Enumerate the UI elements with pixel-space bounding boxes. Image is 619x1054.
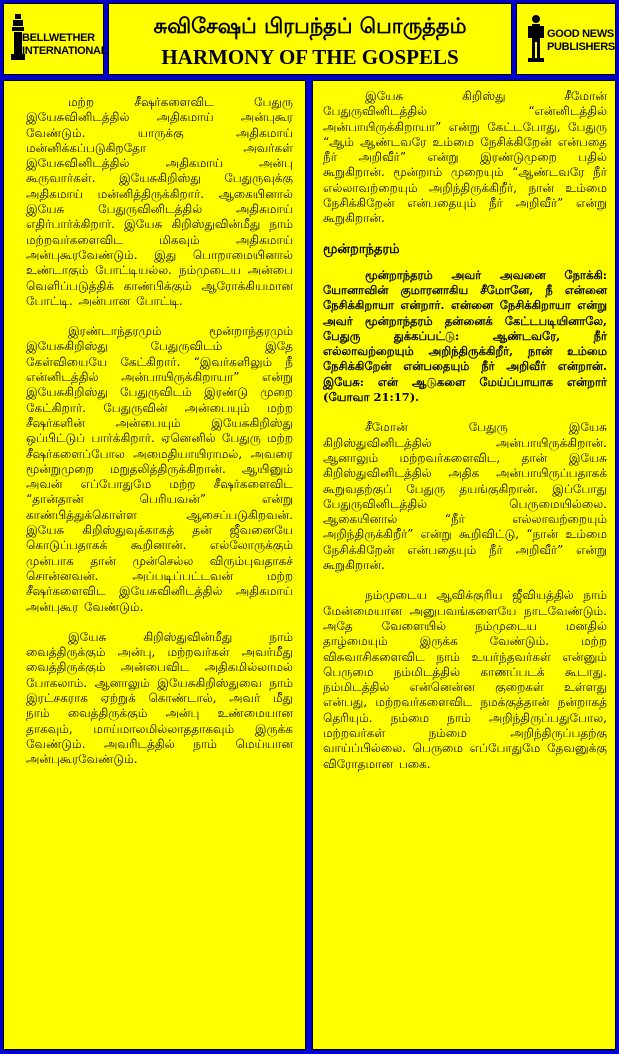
left-column	[3, 80, 306, 1050]
left-paragraph-3: இயேசு கிறிஸ்துவின்மீது நாம் வைத்திருக்கும் அன்பு, மற்றவர்கள் அவர்மீது வைத்திருக்கும் அன்பைவிட அதிகமில்லாமல் போகலாம். ஆனாலும் இயேசுகிறிஸ்துவை நாம் இரட்சகராக ஏற்றுக் கொண்டால், அவர் மீது நாம் வைத்திருக்கும் அன்பு உண்மையான தாகவும், மாய்மாலமில்லாததாகவும் இருக்க வேண்டும். அவரிடத்தில் நாம் மெய்யான அன்புகூரவேண்டும்.	[26, 629, 293, 767]
bellwether-line2: INTERNATIONAL	[22, 45, 108, 57]
good-news-logo-text	[547, 28, 615, 54]
right-paragraph-2: நம்முடைய ஆவிக்குரிய ஜீவியத்தில் நாம் மேன்மையான அனுபவங்களையே நாடவேண்டும். அதே வேளையில் நம்முடைய மனதில் தாழ்மையும் இருக்க வேண்டும். மற்ற விசுவாசிகளைவிட நாம் உயர்ந்தவர்கள் என்னும் பெருமை நம்மிடத்தில் காணப்படக் கூடாது. நம்மிடத்தில் என்னென்ன குறைகள் உள்ளது என்பது, மற்றவர்களைவிட நமக்குத்தான் நன்றாகத் தெரியும். நம்மை நாம் அறிந்திருப்பதுபோல, மற்றவர்கள் நம்மை அறிந்திருப்பதற்கு வாய்ப்பில்லை. பெருமை எப்போதுமே தேவனுக்கு விரோதமான பகை.	[323, 588, 607, 771]
section-heading: மூன்றாந்தரம்	[323, 241, 400, 257]
good-news-line2: PUBLISHERS	[547, 41, 615, 53]
right-intro-paragraph: இயேசு கிறிஸ்து சீமோன் பேதுருவினிடத்தில் “என்னிடத்தில் அன்பாயிருக்கிறாயா” என்று கேட்டபோது, பேதுரு “ஆம் ஆண்டவரே உம்மை நேசிக்கிறேன் என்பதை நீர் அறிவீர்” என்று இரண்டுமுறை பதில் கூறுகிறான். மூன்றாம் முறையும் “ஆண்டவரே நீர் எல்லாவற்றையும் அறிந்திருக்கிறீர், நான் உம்மை நேசிக்கிறேன் என்பதையும் நீர் அறிவீர்” என்று கூறுகிறான்.	[323, 89, 607, 226]
bellwether-line1: BELLWETHER	[22, 32, 95, 44]
right-paragraph-1: சீமோன் பேதுரு இயேசு கிறிஸ்துவினிடத்தில் அன்பாயிருக்கிறான். ஆனாலும் மற்றவர்களைவிட, தான் இயேசு கிறிஸ்துவினிடத்தில் அதிக அன்பாயிருப்பதாகக் கூறுவதற்குப் பேதுரு தயங்குகிறான். இப்போது பேதுருவினிடத்தில் பெருமையில்லை. ஆகையினால் “நீர் எல்லாவற்றையும் அறிந்திருக்கிறீர்” என்று கூறிவிட்டு, “நான் உம்மை நேசிக்கிறேன் என்பதையும் நீர் அறிவீர்” என்று கூறுகிறான்.	[323, 420, 607, 573]
right-column	[312, 80, 616, 1050]
good-news-logo	[516, 3, 616, 75]
title-box	[108, 3, 512, 75]
left-paragraph-1: மற்ற சீஷர்களைவிட பேதுரு இயேசுவினிடத்தில் அதிகமாய் அன்புகூர வேண்டும். யாருக்கு அதிகமாய் மன்னிக்கப்படுகிறதோ அவர்கள் இயேசுவினிடத்தில் அதிகமாய் அன்பு கூருவார்கள். இயேசுகிறிஸ்து பேதுருவுக்கு அதிகமாய் மன்னித்திருக்கிறார். ஆகையினால் இயேசு பேதுருவினிடத்தில் அதிகமாய் எதிர்பார்க்கிறார். இயேசு கிறிஸ்துவின்மீது நாம் மற்றவர்களைவிட மிகவும் அதிகமாய் அன்புகூரவேண்டும். இது பொறாமையினால் உண்டாகும் போட்டியல்ல. நம்முடைய அன்பை வெளிப்படுத்திக் காண்பிக்கும் ஆரோக்கியமான போட்டி. அன்பான போட்டி.	[26, 95, 293, 308]
publisher-figure-icon	[527, 14, 545, 64]
left-paragraph-2: இரண்டாந்தரமும் மூன்றாந்தரமும் இயேசுகிறிஸ்து பேதுருவிடம் இதே கேள்வியையே கேட்கிறார். “இவர்களிலும் நீ என்னிடத்தில் அன்பாயிருக்கிறாயா” என்று இயேசுகிறிஸ்து பேதுருவிடம் இரண்டு முறை கேட்கிறார். பேதுருவின் அன்பையும் மற்ற சீஷர்களின் அன்பையும் இயேசுகிறிஸ்து ஒப்பிட்டுப் பார்க்கிறார். ஏனெனில் பேதுரு மற்ற சீஷர்களைப்போல அமைதியாயிராமல், அவரை மூன்றுமுறை மறுதலித்திருக்கிறான். ஆயினும் அவன் எப்போதுமே மற்ற சீஷர்களைவிட “தான்தான் பெரியவன்” என்று காண்பித்துக்கொள்ள ஆசைப்படுகிறவன். இயேசு கிறிஸ்துவுக்காகத் தன் ஜீவனையே கொடுப்பதாகக் கூறினான். எல்லோருக்கும் முன்பாக தான் முன்செல்ல விரும்புவதாகச் சொன்னவன். அப்படிப்பட்டவன் மற்ற சீஷர்களைவிட இயேசுவினிடத்தில் அதிகமாய் அன்புகூர வேண்டும்.	[26, 324, 293, 614]
english-title: HARMONY OF THE GOSPELS	[161, 45, 459, 69]
bellwether-logo	[3, 3, 108, 75]
good-news-line1: GOOD NEWS	[547, 28, 614, 40]
scripture-quote: மூன்றாந்தரம் அவர் அவனை நோக்கி: யோனாவின் குமாரனாகிய சீமோனே, நீ என்னை நேசிக்கிறாயா என்றார். என்னை நேசிக்கிறாயா என்று அவர் மூன்றாந்தரம் தன்னைக் கேட்டபடியினாலே, பேதுரு துக்கப்பட்டு: ஆண்டவரே, நீர் எல்லாவற்றையும் அறிந்திருக்கிறீர், நான் உம்மை நேசிக்கிறேன் என்பதையும் நீர் அறிவீர் என்றான். இயேசு: என் ஆடுகளை மேய்ப்பாயாக என்றார் (யோவா 21:17).	[323, 267, 607, 405]
tamil-title: சுவிசேஷப் பிரபந்தப் பொருத்தம்	[153, 13, 467, 38]
bellwether-logo-text	[22, 32, 107, 58]
